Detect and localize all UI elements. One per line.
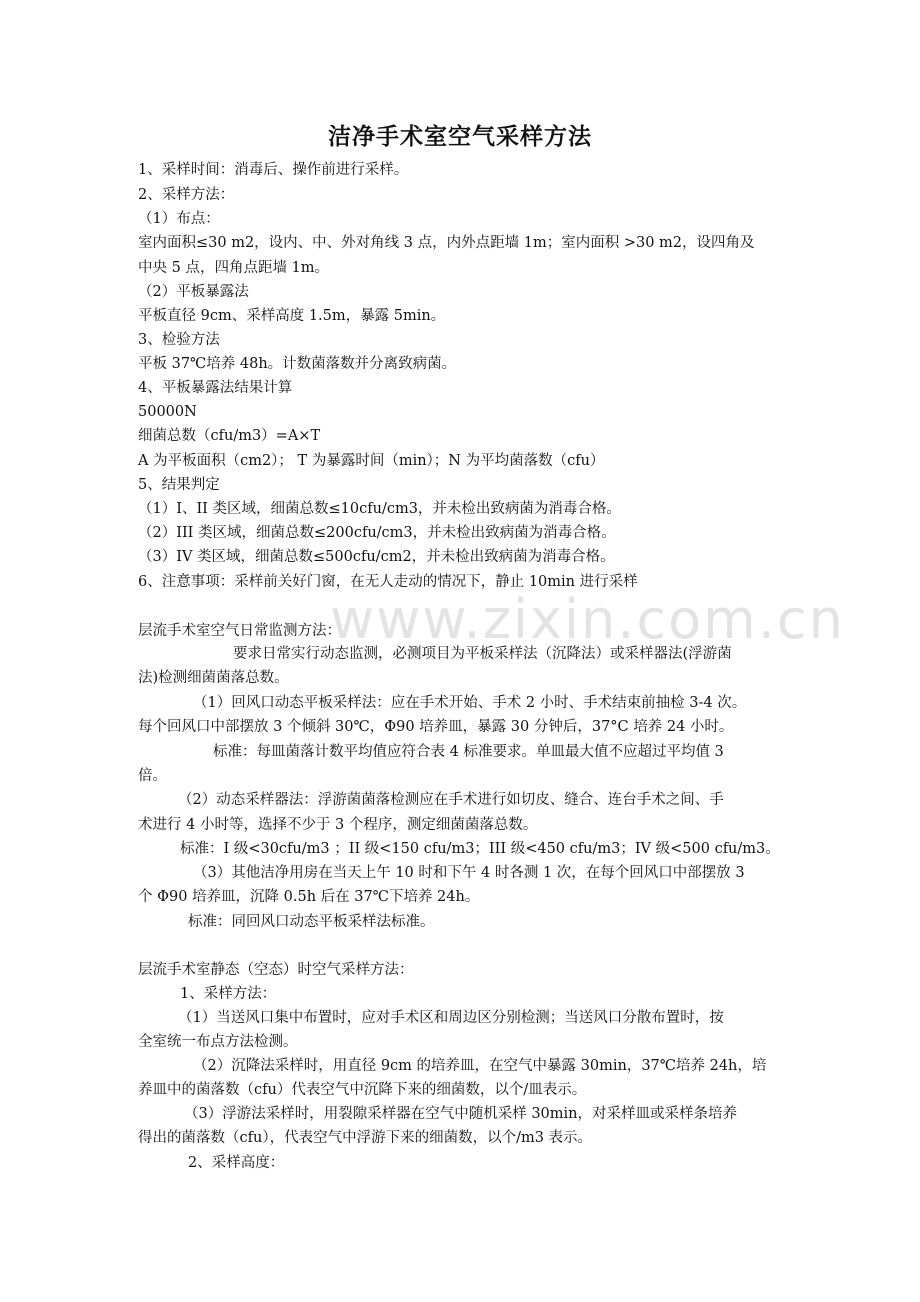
text-line: 3、检验方法 xyxy=(138,332,220,348)
text-line: 每个回风口中部摆放 3 个倾斜 30℃，Φ90 培养皿，暴露 30 分钟后，37°C 培养 24 小时。 xyxy=(138,719,734,735)
text-line: （2）动态采样器法：浮游菌菌落检测应在手术进行如切皮、缝合、连台手术之间、手 xyxy=(178,792,724,808)
text-line: 室内面积≤30 m2，设内、中、外对角线 3 点，内外点距墙 1m；室内面积 >30 m2，设四角及 xyxy=(138,235,755,251)
text-line: （1）回风口动态平板采样法：应在手术开始、手术 2 小时、手术结束前抽检 3-4 次。 xyxy=(193,695,747,711)
text-line: （2）III 类区域，细菌总数≤200cfu/cm3，并未检出致病菌为消毒合格。 xyxy=(138,525,616,541)
text-line: （2）平板暴露法 xyxy=(138,284,249,300)
text-line: 全室统一布点方法检测。 xyxy=(138,1034,298,1050)
text-line: 5、结果判定 xyxy=(138,477,220,493)
text-line: 得出的菌落数（cfu），代表空气中浮游下来的细菌数，以个/m3 表示。 xyxy=(138,1130,593,1146)
text-line: 6、注意事项：采样前关好门窗，在无人走动的情况下，静止 10min 进行采样 xyxy=(138,574,638,590)
text-line: 倍。 xyxy=(138,768,167,784)
watermark: www.zixin.com.cn xyxy=(330,588,845,651)
text-line: （2）沉降法采样时，用直径 9cm 的培养皿，在空气中暴露 30min，37℃培养 24h，培 xyxy=(193,1058,767,1074)
text-line: （3）其他洁净用房在当天上午 10 时和下午 4 时各测 1 次，在每个回风口中部摆放 3 xyxy=(193,865,745,881)
text-line: 个 Φ90 培养皿，沉降 0.5h 后在 37℃下培养 24h。 xyxy=(138,889,480,905)
text-line: 2、采样方法： xyxy=(138,187,235,203)
text-line: 2、采样高度： xyxy=(188,1155,285,1171)
text-line: 1、采样时间：消毒后、操作前进行采样。 xyxy=(138,162,409,178)
text-line: A 为平板面积（cm2）； T 为暴露时间（min）；N 为平均菌落数（cfu） xyxy=(138,453,605,469)
text-line: 术进行 4 小时等，选择不少于 3 个程序，测定细菌菌落总数。 xyxy=(138,817,538,833)
section-heading: 层流手术室空气日常监测方法： xyxy=(138,623,341,639)
text-line: 标准：每皿菌落计数平均值应符合表 4 标准要求。单皿最大值不应超过平均值 3 xyxy=(213,744,724,760)
text-line: 法)检测细菌菌落总数。 xyxy=(138,670,289,686)
text-line: 养皿中的菌落数（cfu）代表空气中沉降下来的细菌数，以个/皿表示。 xyxy=(138,1082,587,1098)
section-heading: 层流手术室静态（空态）时空气采样方法： xyxy=(138,962,414,978)
text-line: （1）I、II 类区域，细菌总数≤10cfu/cm3，并未检出致病菌为消毒合格。 xyxy=(138,501,621,517)
text-line: 平板直径 9cm、采样高度 1.5m，暴露 5min。 xyxy=(138,308,446,324)
text-line: 1、采样方法： xyxy=(180,986,277,1002)
text-line: 50000N xyxy=(138,404,197,420)
text-line: 标准：I 级<30cfu/m3 ；II 级<150 cfu/m3；III 级<450 cfu/m3；IV 级<500 cfu/m3。 xyxy=(180,841,780,857)
text-line: 细菌总数（cfu/m3）=A×T xyxy=(138,428,321,444)
text-line: 要求日常实行动态监测，必测项目为平板采样法（沉降法）或采样器法(浮游菌 xyxy=(233,646,732,662)
text-line: （3）浮游法采样时，用裂隙采样器在空气中随机采样 30min，对采样皿或采样条培养 xyxy=(184,1106,738,1122)
text-line: （1）当送风口集中布置时，应对手术区和周边区分别检测；当送风口分散布置时，按 xyxy=(178,1010,724,1026)
text-line: 平板 37℃培养 48h。计数菌落数并分离致病菌。 xyxy=(138,356,457,372)
text-line: （3）IV 类区域，细菌总数≤500cfu/cm2，并未检出致病菌为消毒合格。 xyxy=(138,549,615,565)
text-line: 标准：同回风口动态平板采样法标准。 xyxy=(188,914,435,930)
text-line: 4、平板暴露法结果计算 xyxy=(138,380,293,396)
text-line: 中央 5 点，四角点距墙 1m。 xyxy=(138,260,330,276)
page-title: 洁净手术室空气采样方法 xyxy=(328,123,592,150)
text-line: （1）布点： xyxy=(138,211,220,227)
